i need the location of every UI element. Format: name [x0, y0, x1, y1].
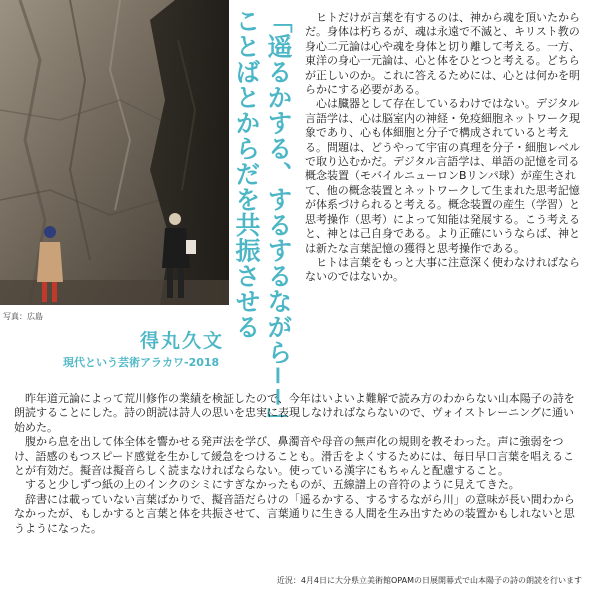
- bottom-paragraph: 腹から息を出して体全体を響かせる発声法を学び、鼻濁音や母音の無声化の規則を教そわった。声に強弱をつけ、語感のもつスピード感覚を生かして緩急をつけることも。滑舌をよくするためには、毎日早口言葉を唱えることが有効だ。擬音は擬音らしく読まなければならない。使っている漢字にもちゃんと配慮すること。: [14, 435, 575, 478]
- title-line-1: 「遥るかする、するするながら−−」: [264, 8, 293, 434]
- bottom-paragraph: すると少しずつ紙の上のインクのシミにすぎなかったものが、五線譜上の音符のように見えてきた。: [25, 478, 520, 492]
- exhibition-name: 現代という芸術アラカワ-2018: [63, 356, 220, 369]
- right-paragraph: 心は臓器として存在しているわけではない。デジタル言語学は、心は脳室内の神経・免疫細胞ネットワーク現象であり、心も体細胞と分子で構成されていると考える。問題は、どうやって宇宙の真理を分子・細胞レベルで取り込むかだ。デジタル言語学は、単語の記憶を司る概念装置（モバイルニューロンBリンパ球）が産生されて、他の概念装置とネットワークして生まれた思考記憶が体系づけられると考える。概念装置の産生（学習）と思考操作（思考）によって知能は発展する。こう考えると、神とは己自身である。より正確にいうならば、神とは新たな言葉記憶の獲得と思考操作である。: [305, 97, 580, 255]
- footnote: 近況：4月4日に大分県立美術館OPAMの日展開幕式で山本陽子の詩の朗読を行います: [276, 576, 582, 585]
- right-paragraph: ヒトだけが言葉を有するのは、神から魂を頂いたからだ。身体は朽ちるが、魂は永遠で不滅と、キリスト教の身心二元論は心や魂を身体と切り離して考える。一方、東洋の身心一元論は、心と体をひとつと考える。どちらが正しいのか。これに答えるためには、心とは何かを明らかにする必要がある。: [305, 11, 580, 97]
- photo-caption: 写真：広島: [3, 312, 43, 321]
- bottom-paragraph: 辞書には載っていない言葉ばかりで、擬音語だらけの「遥るかする、するするながら川」の意味が長い間わからなかったが、もしかすると言葉と体を共振させて、言葉通りに生きる人間を生み出すための装置かもしれないと思うようになった。: [14, 492, 575, 535]
- photo-cliff-figures: [0, 0, 229, 305]
- title-line-2: ことばとからだを共振させる: [232, 8, 261, 340]
- bottom-paragraph: 昨年道元論によって荒川修作の業績を検証したので、今年はいよいよ難解で読み方のわからない山本陽子の詩を朗読することにした。詩の朗読は詩人の思いを忠実に表現しなければならないので、ヴォイストレーニングに通い始めた。: [14, 392, 575, 434]
- photo-illustration: [0, 0, 229, 305]
- right-paragraph: ヒトは言葉をもっと大事に注意深く使わなければならないのではないか。: [305, 255, 580, 284]
- right-column-text: [305, 11, 586, 285]
- bottom-text: [14, 392, 584, 536]
- author-name: 得丸久文: [140, 330, 225, 352]
